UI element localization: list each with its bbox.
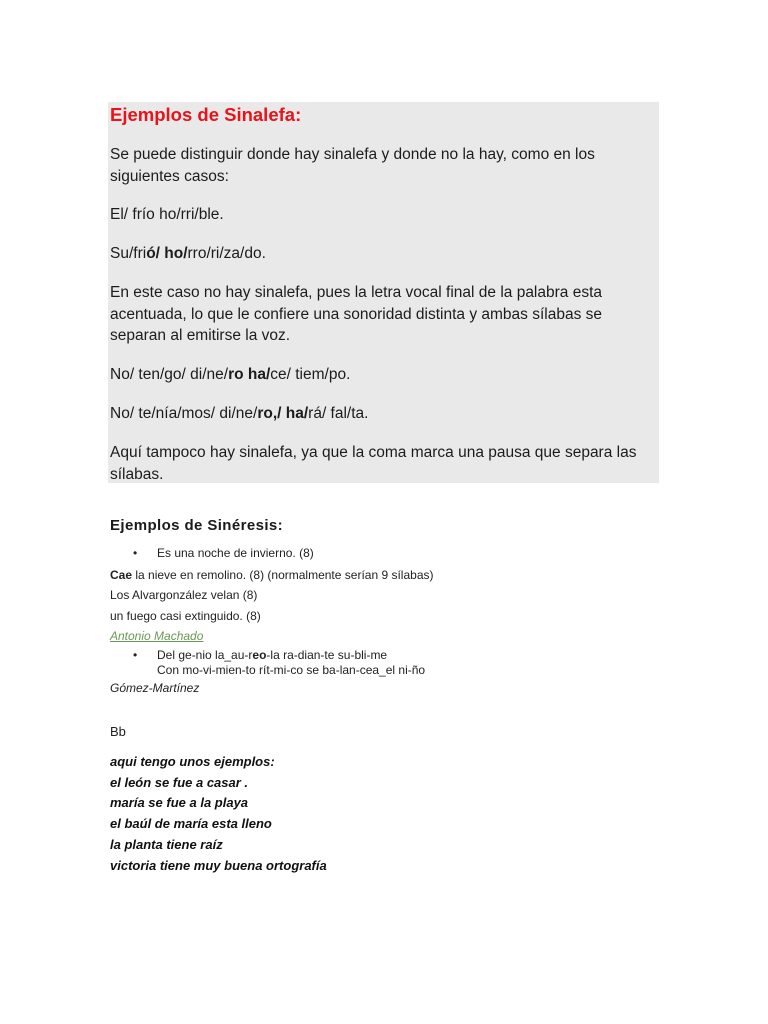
sinalefa-note-1: En este caso no hay sinalefa, pues la letra vocal final de la palabra esta acentuada, lo que le confiere una sonoridad distinta y ambas sílabas se separan al emitirse la voz. — [110, 284, 603, 344]
example-line-6: victoria tiene muy buena ortografía — [110, 858, 327, 873]
sineresis-heading: Ejemplos de Sinéresis: — [110, 517, 284, 534]
sineresis-line-6: Con mo-vi-mien-to rít-mi-co se ba-lan-cea_el ni-ño — [157, 663, 426, 677]
example-line-5: la planta tiene raíz — [110, 837, 223, 852]
bb-text: Bb — [110, 724, 126, 739]
sinalefa-intro: Se puede distinguir donde hay sinalefa y donde no la hay, como en los siguientes casos: — [110, 146, 595, 185]
sinalefa-example-4: No/ te/nía/mos/ di/ne/ro,/ ha/rá/ fal/ta. — [110, 405, 369, 422]
sinalefa-example-2: Su/frió/ ho/rro/ri/za/do. — [110, 245, 266, 262]
sinalefa-heading: Ejemplos de Sinalefa: — [110, 104, 302, 125]
author-link-antonio-machado[interactable]: Antonio Machado — [110, 629, 204, 643]
sinalefa-example-3: No/ ten/go/ di/ne/ro ha/ce/ tiem/po. — [110, 366, 351, 383]
sinalefa-section — [108, 102, 659, 483]
sinalefa-note-2: Aquí tampoco hay sinalefa, ya que la coma marca una pausa que separa las sílabas. — [110, 444, 637, 483]
sinalefa-example-1: El/ frío ho/rri/ble. — [110, 206, 224, 223]
sineresis-line-3: Los Alvargonzález velan (8) — [110, 588, 258, 602]
bullet-dot-1: • — [133, 546, 138, 560]
example-line-4: el baúl de maría esta lleno — [110, 816, 272, 831]
example-line-2: el león se fue a casar . — [110, 775, 249, 790]
sineresis-line-4: un fuego casi extinguido. (8) — [110, 609, 261, 623]
author-gomez-martinez: Gómez-Martínez — [110, 681, 200, 695]
example-line-3: maría se fue a la playa — [110, 795, 249, 810]
example-line-1: aqui tengo unos ejemplos: — [110, 754, 275, 769]
sineresis-line-5: Del ge-nio la_au-reo-la ra-dian-te su-bli-me — [157, 648, 388, 662]
sineresis-line-1: Es una noche de invierno. (8) — [157, 546, 314, 560]
bullet-dot-2: • — [133, 648, 138, 662]
sineresis-line-2: Cae la nieve en remolino. (8) (normalmente serían 9 sílabas) — [110, 568, 434, 582]
